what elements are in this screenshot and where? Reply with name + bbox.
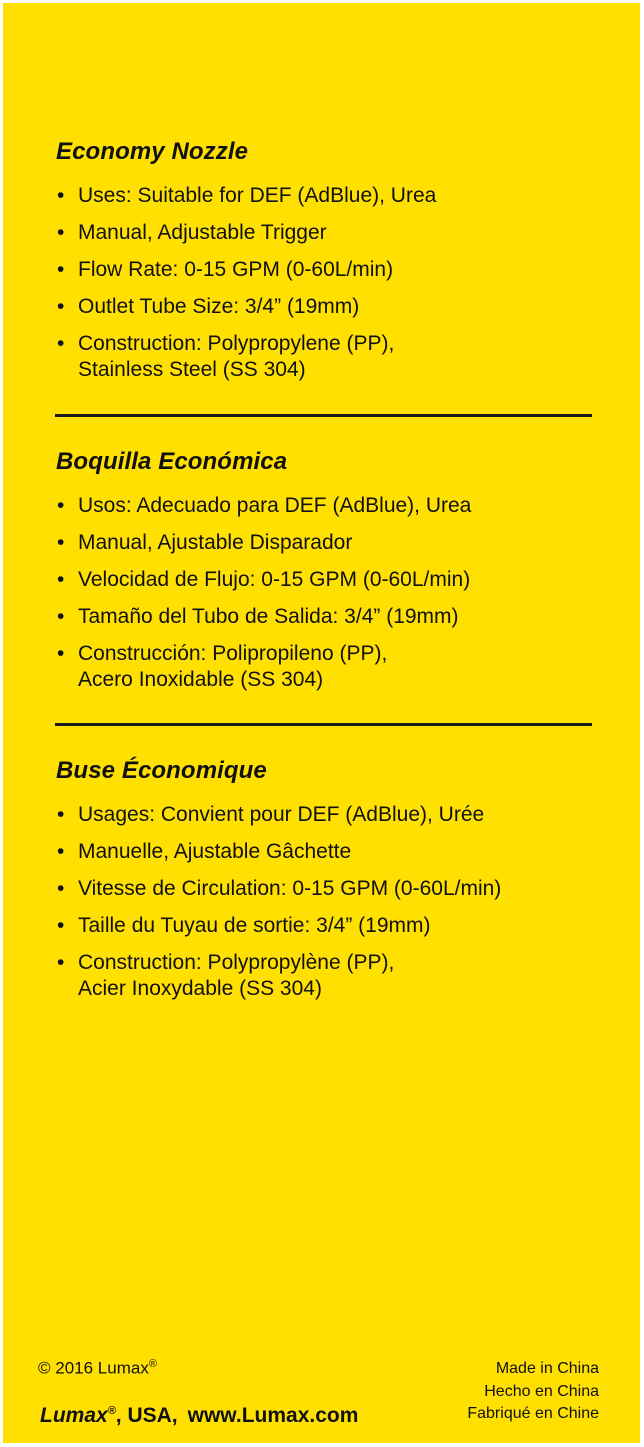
divider bbox=[55, 414, 592, 417]
brand-line bbox=[40, 1398, 358, 1429]
brand-location: , USA, bbox=[115, 1404, 178, 1427]
brand-name: Lumax bbox=[40, 1404, 108, 1427]
bullet-item: • Manual, Ajustable Disparador bbox=[56, 530, 596, 556]
bullet-item: • Vitesse de Circulation: 0-15 GPM (0-60L/min) bbox=[56, 876, 596, 902]
bullet-item: • Construction: Polypropylene (PP), Stainless Steel (SS 304) bbox=[56, 331, 596, 383]
section-spanish bbox=[56, 447, 596, 704]
bullet-item: • Manuelle, Ajustable Gâchette bbox=[56, 839, 596, 865]
section-english bbox=[56, 137, 596, 394]
section-title: Buse Économique bbox=[56, 757, 267, 784]
copyright-notice bbox=[38, 1354, 157, 1379]
bullet-item: • Outlet Tube Size: 3/4” (19mm) bbox=[56, 294, 596, 320]
bullet-item: • Manual, Adjustable Trigger bbox=[56, 220, 596, 246]
bullet-list bbox=[56, 802, 596, 1002]
section-french bbox=[56, 756, 596, 1013]
bullet-item: • Taille du Tuyau de sortie: 3/4” (19mm) bbox=[56, 913, 596, 939]
bullet-item: • Usages: Convient pour DEF (AdBlue), Urée bbox=[56, 802, 596, 828]
section-title: Boquilla Económica bbox=[56, 448, 288, 475]
bullet-item: • Flow Rate: 0-15 GPM (0-60L/min) bbox=[56, 257, 596, 283]
bullet-list bbox=[56, 183, 596, 383]
bullet-item: • Tamaño del Tubo de Salida: 3/4” (19mm) bbox=[56, 604, 596, 630]
section-title: Economy Nozzle bbox=[56, 138, 249, 165]
bullet-item: • Velocidad de Flujo: 0-15 GPM (0-60L/min) bbox=[56, 567, 596, 593]
bullet-item: • Construcción: Polipropileno (PP), Acero Inoxidable (SS 304) bbox=[56, 641, 596, 693]
bullet-item: • Usos: Adecuado para DEF (AdBlue), Urea bbox=[56, 493, 596, 519]
product-card bbox=[3, 3, 640, 1443]
website-link[interactable]: www.Lumax.com bbox=[187, 1404, 359, 1427]
made-in-english: Made in China bbox=[495, 1360, 599, 1377]
made-in-block bbox=[467, 1358, 599, 1426]
bullet-item: • Uses: Suitable for DEF (AdBlue), Urea bbox=[56, 183, 596, 209]
bullet-item: • Construction: Polypropylène (PP), Acier Inoxydable (SS 304) bbox=[56, 950, 596, 1002]
registered-mark: ® bbox=[148, 1358, 157, 1370]
bullet-list bbox=[56, 493, 596, 693]
copyright-text: © 2016 Lumax bbox=[38, 1358, 149, 1378]
registered-mark: ® bbox=[107, 1405, 116, 1417]
divider bbox=[55, 723, 592, 726]
made-in-spanish: Hecho en China bbox=[484, 1382, 599, 1400]
brand-logo bbox=[40, 1404, 116, 1427]
made-in-french: Fabriqué en Chine bbox=[467, 1405, 599, 1422]
